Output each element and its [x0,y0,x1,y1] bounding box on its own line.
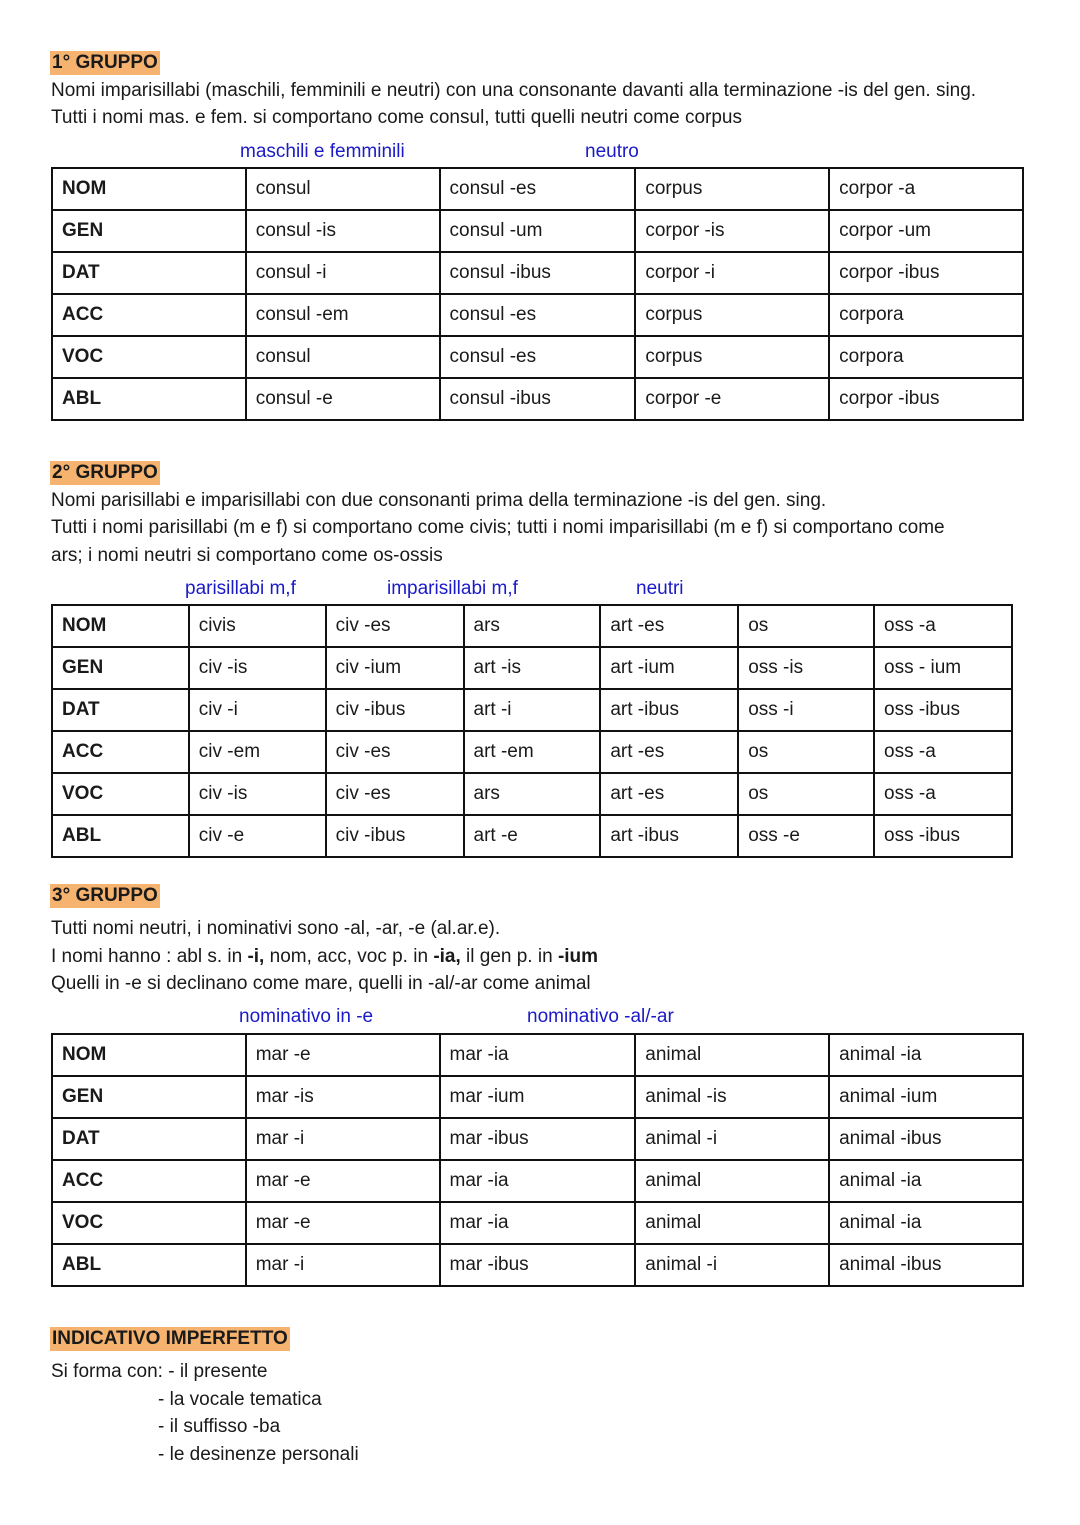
imperfetto-list-item: - il suffisso -ba [158,1416,281,1437]
table-row [52,252,1023,294]
g2-desc-line: Nomi parisillabi e imparisillabi con due consonanti prima della terminazione -is del gen. sing. [51,490,827,511]
table-cell: civ -ium [326,647,464,689]
table-cell: civ -es [326,605,464,647]
table-cell: civ -i [189,689,326,731]
case-label: VOC [52,1202,246,1244]
g1-column-label: neutro [585,141,639,162]
table-cell: animal -ia [829,1160,1023,1202]
table-cell: ars [464,773,601,815]
g2-desc-line: Tutti i nomi parisillabi (m e f) si comportano come civis; tutti i nomi imparisillabi (m e f) si comportano come [51,517,945,538]
table-cell: mar -ia [440,1202,636,1244]
table-cell: corpus [635,336,829,378]
case-label: NOM [52,168,246,210]
g3-desc-line: Tutti nomi neutri, i nominativi sono -al, -ar, -e (al.ar.e). [51,918,501,939]
table-cell: art -ium [600,647,738,689]
table-cell: civ -es [326,731,464,773]
table-cell: corpora [829,294,1023,336]
case-label: GEN [52,647,189,689]
table-cell: consul [246,336,440,378]
table-cell: animal [635,1202,829,1244]
table-cell: art -es [600,731,738,773]
table-cell: oss -ibus [874,815,1012,857]
table-cell: animal -is [635,1076,829,1118]
table-cell: corpor -ibus [829,378,1023,420]
table-cell: art -is [464,647,601,689]
table-row [52,1244,1023,1286]
table-cell: mar -is [246,1076,440,1118]
table-cell: civis [189,605,326,647]
table-cell: consul -es [440,294,636,336]
table-cell: art -em [464,731,601,773]
table-cell: mar -e [246,1202,440,1244]
table-cell: corpor -ibus [829,252,1023,294]
table-cell: animal -ibus [829,1244,1023,1286]
imperfetto-intro: Si forma con: - il presente [51,1361,268,1382]
g2-column-label: parisillabi m,f [185,578,296,599]
table-row [52,168,1023,210]
table-cell: oss -a [874,773,1012,815]
g3-column-label: nominativo in -e [239,1006,374,1027]
table-row [52,1076,1023,1118]
g3-column-label: nominativo -al/-ar [527,1006,674,1027]
case-label: DAT [52,1118,246,1160]
table-cell: art -es [600,773,738,815]
table-row [52,815,1012,857]
table-cell: consul -em [246,294,440,336]
table-cell: animal -i [635,1118,829,1160]
table-cell: consul -is [246,210,440,252]
table-cell: civ -ibus [326,815,464,857]
case-label: DAT [52,689,189,731]
table-cell: mar -i [246,1118,440,1160]
g1-desc-line: Nomi imparisillabi (maschili, femminili e neutri) con una consonante davanti alla terminazione -is del gen. sing. [51,80,977,101]
case-label: ACC [52,1160,246,1202]
case-label: ACC [52,731,189,773]
table-cell: animal [635,1160,829,1202]
table-cell: consul -ibus [440,378,636,420]
table-cell: corpus [635,168,829,210]
table-cell: mar -ibus [440,1244,636,1286]
table-row [52,336,1023,378]
table-cell: os [738,605,874,647]
table-cell: corpor -a [829,168,1023,210]
table-cell: mar -ia [440,1034,636,1076]
table-cell: animal -ia [829,1034,1023,1076]
table-cell: civ -is [189,773,326,815]
table-cell: oss -a [874,605,1012,647]
g2-declension-table [51,604,1013,858]
table-cell: animal -i [635,1244,829,1286]
g1-desc-line: Tutti i nomi mas. e fem. si comportano come consul, tutti quelli neutri come corpus [51,107,742,128]
table-row [52,647,1012,689]
g3-desc-line: Quelli in -e si declinano come mare, quelli in -al/-ar come animal [51,973,591,994]
g2-column-label: neutri [636,578,684,599]
text-segment: il gen p. in [460,946,558,967]
table-cell: mar -ium [440,1076,636,1118]
case-label: GEN [52,210,246,252]
table-row [52,773,1012,815]
table-cell: os [738,731,874,773]
table-cell: corpus [635,294,829,336]
case-label: DAT [52,252,246,294]
table-cell: art -ibus [600,689,738,731]
table-cell: art -ibus [600,815,738,857]
table-row [52,689,1012,731]
case-label: ACC [52,294,246,336]
g3-declension-table [51,1033,1024,1287]
table-cell: corpor -e [635,378,829,420]
table-cell: mar -e [246,1034,440,1076]
table-cell: civ -ibus [326,689,464,731]
table-cell: corpor -is [635,210,829,252]
table-cell: consul -i [246,252,440,294]
table-row [52,378,1023,420]
table-row [52,605,1012,647]
table-cell: art -i [464,689,601,731]
table-cell: civ -es [326,773,464,815]
section-title-indicativo-imperfetto: INDICATIVO IMPERFETTO [52,1328,288,1349]
table-cell: corpor -i [635,252,829,294]
case-label: NOM [52,1034,246,1076]
section-title-3-gruppo: 3° GRUPPO [52,885,158,906]
g2-desc-line: ars; i nomi neutri si comportano come os-ossis [51,545,443,566]
table-cell: civ -e [189,815,326,857]
table-cell: mar -e [246,1160,440,1202]
table-cell: corpora [829,336,1023,378]
g1-declension-table [51,167,1024,421]
bold-ending: -ium [557,946,599,967]
case-label: VOC [52,336,246,378]
table-cell: consul -e [246,378,440,420]
table-row [52,1034,1023,1076]
table-cell: oss - ium [874,647,1012,689]
table-row [52,1202,1023,1244]
table-cell: mar -ibus [440,1118,636,1160]
case-label: GEN [52,1076,246,1118]
table-cell: oss -a [874,731,1012,773]
case-label: ABL [52,378,246,420]
g2-column-label: imparisillabi m,f [387,578,518,599]
table-cell: animal -ium [829,1076,1023,1118]
case-label: VOC [52,773,189,815]
table-row [52,294,1023,336]
table-row [52,731,1012,773]
text-segment: nom, acc, voc p. in [264,946,434,967]
case-label: ABL [52,1244,246,1286]
table-cell: consul -ibus [440,252,636,294]
table-cell: mar -i [246,1244,440,1286]
table-cell: civ -is [189,647,326,689]
table-cell: os [738,773,874,815]
table-cell: mar -ia [440,1160,636,1202]
table-row [52,1160,1023,1202]
text-segment: I nomi hanno : abl s. in [51,946,248,967]
table-cell: animal [635,1034,829,1076]
table-cell: oss -ibus [874,689,1012,731]
table-cell: civ -em [189,731,326,773]
table-cell: corpor -um [829,210,1023,252]
imperfetto-list-item: - la vocale tematica [158,1389,322,1410]
bold-ending: -i, [247,946,265,967]
section-title-2-gruppo: 2° GRUPPO [52,462,158,483]
bold-ending: -ia, [433,946,461,967]
table-cell: animal -ia [829,1202,1023,1244]
case-label: NOM [52,605,189,647]
table-cell: consul -es [440,336,636,378]
g1-column-label: maschili e femminili [240,141,405,162]
section-title-1-gruppo: 1° GRUPPO [52,52,158,73]
table-cell: art -es [600,605,738,647]
table-cell: oss -i [738,689,874,731]
table-cell: consul [246,168,440,210]
g3-desc-line-rules [51,945,598,969]
table-cell: oss -e [738,815,874,857]
table-cell: consul -um [440,210,636,252]
table-cell: animal -ibus [829,1118,1023,1160]
table-cell: art -e [464,815,601,857]
table-cell: consul -es [440,168,636,210]
table-row [52,1118,1023,1160]
case-label: ABL [52,815,189,857]
table-cell: oss -is [738,647,874,689]
table-cell: ars [464,605,601,647]
imperfetto-list-item: - le desinenze personali [158,1444,359,1465]
table-row [52,210,1023,252]
